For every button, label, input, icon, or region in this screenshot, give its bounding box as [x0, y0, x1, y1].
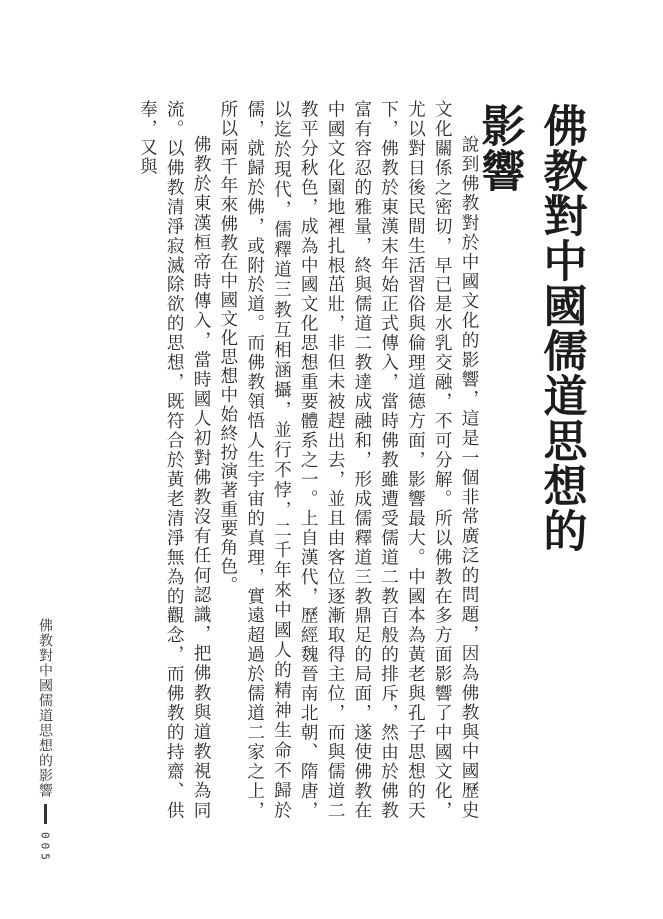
paragraph: 說到佛教對於中國文化的影響，這是一個非常廣泛的問題，因為佛教與中國歷史文化關係之密切，早已是水乳交融，不可分解。所以佛教在多方面影響了中國文化，尤以對日後民間生活習俗與倫理道德方面，影響最大。中國本為黃老與孔子思想的天下，佛教於東漢末年始正式傳入，當時佛教雖遭受儒道二教百般的排斥，然由於佛教富有容忍的雅量，終與儒道二教達成融和，形成儒釋道三教鼎足的局面，遂使佛教在中國文化園地裡扎根茁壯，非但未被趕出去，並且由客位逐漸取得主位，而與儒道二教平分秋色，成為中國文化思想重要體系之一。上自漢代，歷經魏晉南北朝、隋唐，以迄於現代，儒釋道三教互相涵攝，並行不悖，二千年來中國人的精神生命不歸於儒，就歸於佛，或附於道。而佛教領悟人生宇宙的真理，實遠超過於儒道二家之上，所以兩千年來佛教在中國文化思想中始終扮演著重要角色。	[217, 100, 479, 820]
body-text	[92, 100, 482, 820]
running-header-title: 佛教對中國儒道思想的影響	[37, 618, 53, 798]
paragraph: 佛教於東漢桓帝時傳入，當時國人初對佛教沒有任何認識，把佛教與道教視為同流。以佛教清淨寂滅除欲的思想，既符合於黃老清淨無為的觀念，而佛教的持齋、供奉，又與	[137, 100, 212, 820]
header-divider	[44, 804, 47, 824]
running-header	[34, 618, 56, 864]
chapter-title: 佛教對中國儒道思想的影響	[473, 103, 587, 553]
page-number: 005	[38, 832, 52, 864]
